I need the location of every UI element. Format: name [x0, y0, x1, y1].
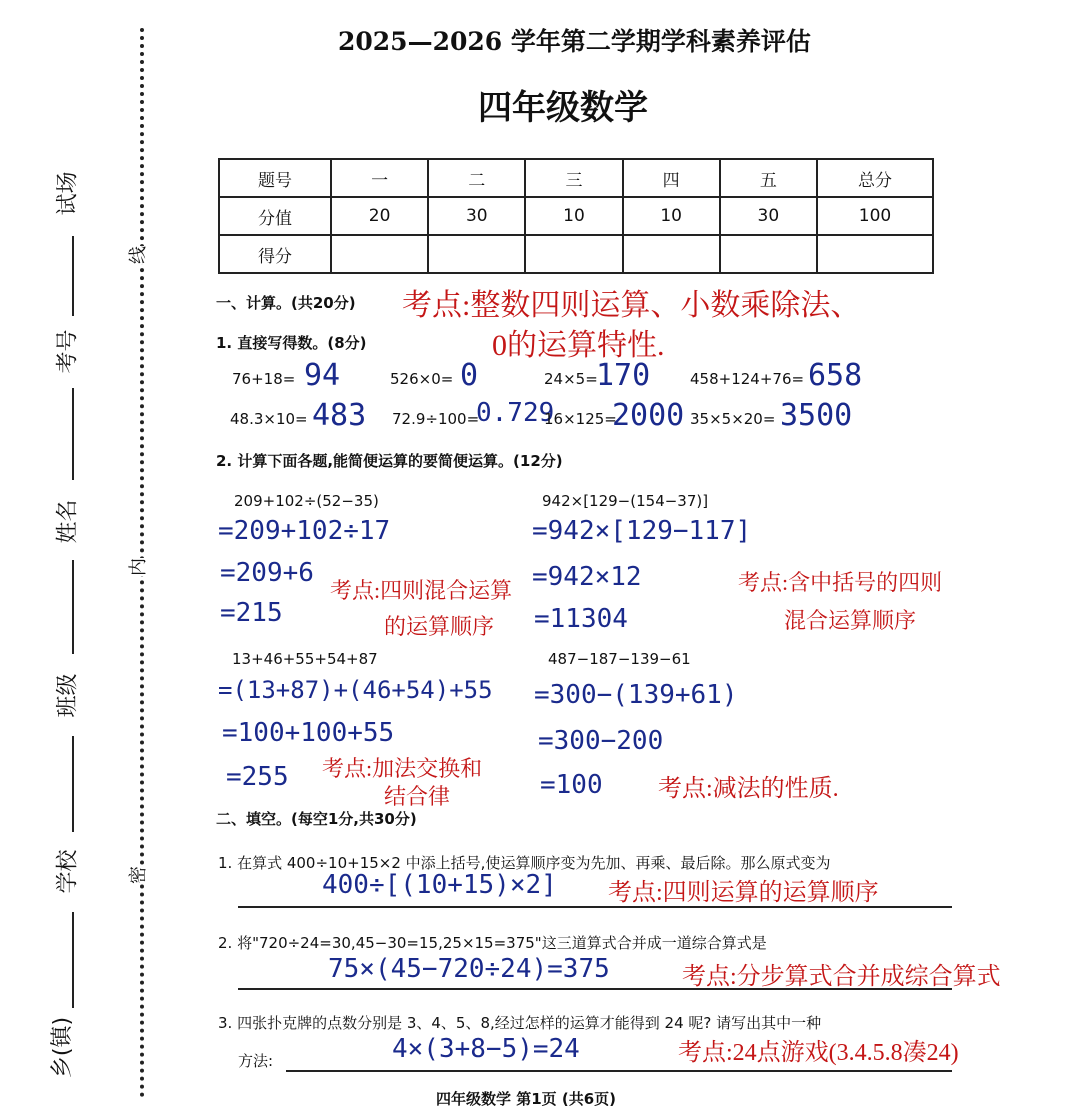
- exam-title: 2025—2026 学年第二学期学科素养评估: [338, 27, 811, 56]
- calc-note: 结合律: [384, 784, 451, 809]
- calc-step: =209+6: [220, 558, 314, 588]
- q1-expr: 48.3×10=: [230, 410, 308, 428]
- q1-expr: 16×125=: [544, 410, 617, 428]
- table-cell: 分值: [219, 197, 331, 235]
- calc-step: =100: [540, 770, 603, 800]
- q1-expr: 526×0=: [390, 370, 454, 388]
- calc-expr: 487−187−139−61: [548, 650, 691, 668]
- calc-note: 考点:加法交换和: [322, 756, 483, 781]
- blank-line: [72, 388, 74, 480]
- score-input-cell[interactable]: [623, 235, 720, 273]
- fill-q3-note: 考点:24点游戏(3.4.5.8凑24): [678, 1040, 959, 1066]
- calc-expr: 209+102÷(52−35): [234, 492, 379, 510]
- page-footer: 四年级数学 第1页 (共6页): [436, 1090, 617, 1108]
- calc-step: =255: [226, 762, 289, 792]
- label-school: 学校: [55, 849, 81, 894]
- q1-expr: 76+18=: [232, 370, 296, 388]
- calc-note: 的运算顺序: [384, 614, 495, 639]
- section1-heading: 一、计算。(共20分): [216, 294, 356, 312]
- fill-q3-label: 方法:: [238, 1052, 274, 1070]
- table-cell: 100: [817, 197, 933, 235]
- blank-line: [72, 236, 74, 316]
- score-input-cell[interactable]: [428, 235, 525, 273]
- binding-mark-seal: 密: [122, 866, 152, 884]
- q1-answer: 0.729: [476, 398, 555, 428]
- table-cell: 四: [623, 159, 720, 197]
- fill-q1-answer: 400÷[(10+15)×2]: [322, 870, 557, 900]
- q1-answer: 2000: [612, 398, 685, 433]
- table-cell: 三: [525, 159, 622, 197]
- table-cell: 总分: [817, 159, 933, 197]
- q1-expr: 72.9÷100=: [392, 410, 480, 428]
- section1-note: 考点:整数四则运算、小数乘除法、: [402, 289, 861, 322]
- calc-step: =942×[129−117]: [532, 516, 752, 546]
- table-cell: 30: [428, 197, 525, 235]
- calc-step: =300−(139+61): [534, 680, 738, 710]
- label-exam-number: 考号: [55, 329, 81, 374]
- blank-line: [72, 736, 74, 832]
- q1-title: 1. 直接写得数。(8分): [216, 334, 367, 352]
- table-cell: 30: [720, 197, 817, 235]
- table-cell: 五: [720, 159, 817, 197]
- calc-note: 考点:含中括号的四则: [738, 570, 943, 595]
- subject-title: 四年级数学: [478, 88, 648, 128]
- binding-mark-line: 线: [122, 246, 152, 264]
- score-input-cell[interactable]: [817, 235, 933, 273]
- q1-answer: 94: [304, 358, 341, 393]
- q1-answer: 0: [460, 358, 479, 393]
- score-input-cell[interactable]: [525, 235, 622, 273]
- score-input-cell[interactable]: [331, 235, 428, 273]
- q2-title: 2. 计算下面各题,能简便运算的要简便运算。(12分): [216, 452, 563, 470]
- label-township: 乡(镇): [50, 1016, 76, 1079]
- q1-expr: 458+124+76=: [690, 370, 805, 388]
- table-cell: 一: [331, 159, 428, 197]
- score-table: [218, 158, 934, 274]
- fill-q2-answer: 75×(45−720÷24)=375: [328, 954, 610, 984]
- calc-note: 考点:减法的性质.: [658, 776, 839, 802]
- calc-step: =942×12: [532, 562, 642, 592]
- fill-q2-text: 2. 将"720÷24=30,45−30=15,25×15=375"这三道算式合并成一道综合算式是: [218, 934, 767, 952]
- fill-q1-text: 1. 在算式 400÷10+15×2 中添上括号,使运算顺序变为先加、再乘、最后除。那么原式变为: [218, 854, 831, 872]
- calc-step: =209+102÷17: [218, 516, 391, 546]
- calc-expr: 13+46+55+54+87: [232, 650, 378, 668]
- table-cell: 20: [331, 197, 428, 235]
- label-name: 姓名: [55, 499, 81, 544]
- table-cell: 二: [428, 159, 525, 197]
- calc-note: 考点:四则混合运算: [330, 578, 513, 603]
- table-row: [219, 197, 933, 235]
- section2-heading: 二、填空。(每空1分,共30分): [216, 810, 417, 828]
- label-class: 班级: [55, 673, 81, 718]
- table-row: [219, 159, 933, 197]
- binding-mark-inside: 内: [122, 558, 152, 576]
- q1-answer: 3500: [780, 398, 853, 433]
- section1-note-2: 0的运算特性.: [492, 329, 665, 362]
- table-cell: 10: [623, 197, 720, 235]
- calc-expr: 942×[129−(154−37)]: [542, 492, 709, 510]
- answer-blank[interactable]: [286, 1070, 952, 1072]
- q1-expr: 24×5=: [544, 370, 598, 388]
- calc-note: 混合运算顺序: [784, 608, 917, 633]
- fill-q1-note: 考点:四则运算的运算顺序: [608, 880, 879, 906]
- calc-step: =(13+87)+(46+54)+55: [218, 676, 493, 704]
- fill-q3-text: 3. 四张扑克牌的点数分别是 3、4、5、8,经过怎样的运算才能得到 24 呢? 请写出其中一种: [218, 1014, 822, 1032]
- calc-step: =11304: [534, 604, 628, 634]
- table-row: [219, 235, 933, 273]
- calc-step: =300−200: [538, 726, 664, 756]
- q1-answer: 658: [808, 358, 863, 393]
- fill-q2-note: 考点:分步算式合并成综合算式: [682, 964, 1001, 990]
- calc-step: =215: [220, 598, 283, 628]
- blank-line: [72, 560, 74, 654]
- score-input-cell[interactable]: [720, 235, 817, 273]
- calc-step: =100+100+55: [222, 718, 395, 748]
- q1-answer: 170: [596, 358, 651, 393]
- fill-q3-answer: 4×(3+8−5)=24: [392, 1034, 580, 1064]
- q1-expr: 35×5×20=: [690, 410, 776, 428]
- table-cell: 10: [525, 197, 622, 235]
- table-cell: 得分: [219, 235, 331, 273]
- label-exam-room: 试场: [55, 171, 81, 216]
- blank-line: [72, 912, 74, 1008]
- q1-answer: 483: [312, 398, 367, 433]
- table-cell: 题号: [219, 159, 331, 197]
